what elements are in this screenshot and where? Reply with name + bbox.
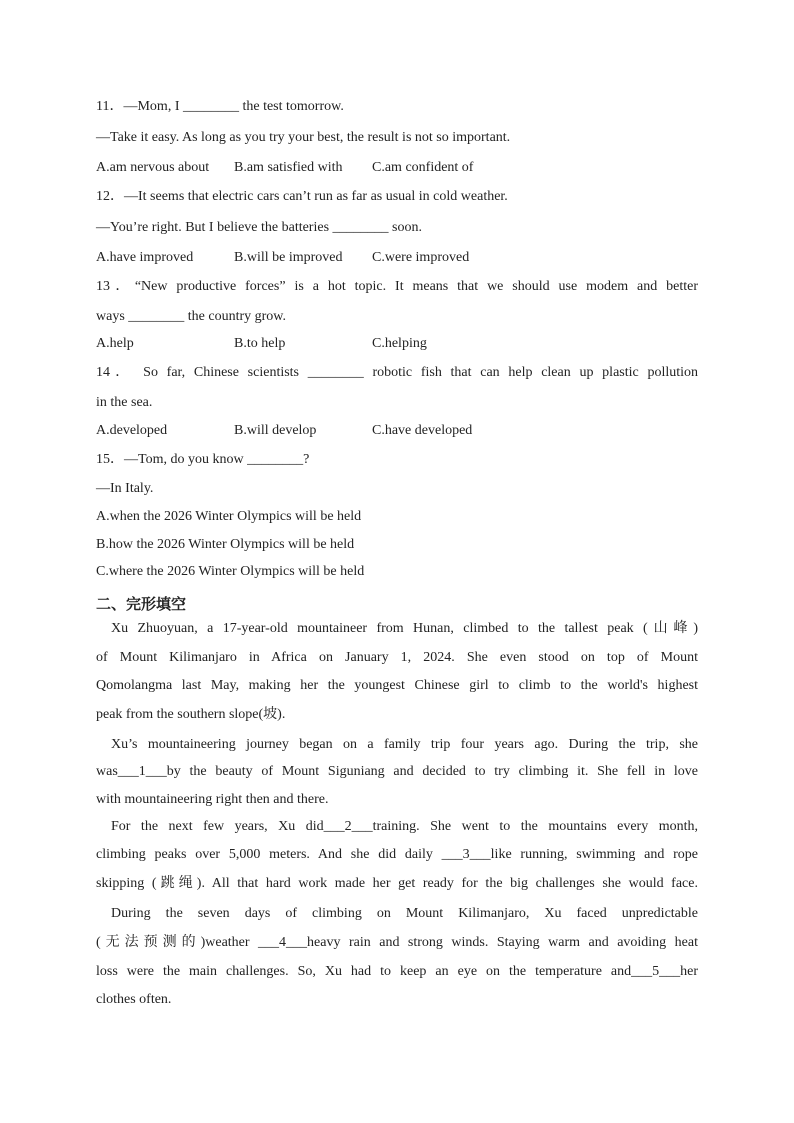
section-heading: 二、完形填空 (96, 595, 187, 613)
passage-p4-line1: During the seven days of climbing on Mount Kilimanjaro, Xu faced unpredictable (111, 906, 698, 921)
q15-stem: 15．—Tom, do you know ________? (96, 452, 310, 467)
q12-option-a: A.have improved (96, 250, 194, 265)
passage-p4-line2: (无法预测的)weather ___4___heavy rain and strong winds. Staying warm and avoiding heat (96, 935, 698, 950)
q13-option-c: C.helping (372, 336, 427, 351)
passage-p3-line3: skipping (跳绳). All that hard work made her get ready for the big challenges she would face. (96, 876, 698, 891)
q11-options (96, 159, 698, 177)
passage-p3-line1: For the next few years, Xu did___2___training. She went to the mountains every month, (111, 819, 698, 834)
q13-option-a: A.help (96, 336, 134, 351)
passage-p2-line2: was___1___by the beauty of Mount Siguniang and decided to try climbing it. She fell in love (96, 764, 698, 779)
passage-p1-line1: Xu Zhuoyuan, a 17-year-old mountaineer from Hunan, climbed to the tallest peak (山峰) (111, 621, 698, 636)
q15-option-a: A.when the 2026 Winter Olympics will be held (96, 509, 362, 524)
passage-p4-line4: clothes often. (96, 992, 172, 1007)
q13-option-b: B.to help (234, 336, 286, 351)
q12-option-b: B.will be improved (234, 250, 343, 265)
passage-p4-line3: loss were the main challenges. So, Xu had to keep an eye on the temperature and___5___her (96, 964, 698, 979)
q13-stem-line2: ways ________ the country grow. (96, 309, 287, 324)
passage-p1-line4: peak from the southern slope(坡). (96, 707, 286, 722)
q11-option-a: A.am nervous about (96, 160, 210, 175)
q12-response: —You’re right. But I believe the batteries ________ soon. (96, 220, 422, 235)
q15-option-c: C.where the 2026 Winter Olympics will be held (96, 564, 365, 579)
q12-options (96, 249, 698, 267)
q13-stem-line1: 13．“New productive forces” is a hot topic. It means that we should use modem and better (96, 279, 698, 294)
q15-response: —In Italy. (96, 481, 154, 496)
q15-option-b: B.how the 2026 Winter Olympics will be held (96, 537, 355, 552)
q14-option-a: A.developed (96, 423, 168, 438)
q14-option-b: B.will develop (234, 423, 317, 438)
q11-option-b: B.am satisfied with (234, 160, 343, 175)
q14-stem-line2: in the sea. (96, 395, 153, 410)
q14-option-c: C.have developed (372, 423, 473, 438)
q11-option-c: C.am confident of (372, 160, 474, 175)
q12-option-c: C.were improved (372, 250, 470, 265)
q11-response: —Take it easy. As long as you try your best, the result is not so important. (96, 130, 511, 145)
passage-p3-line2: climbing peaks over 5,000 meters. And she did daily ___3___like running, swimming and rope (96, 847, 698, 862)
passage-p1-line2: of Mount Kilimanjaro in Africa on January 1, 2024. She even stood on top of Mount (96, 650, 698, 665)
passage-p2-line3: with mountaineering right then and there. (96, 792, 329, 807)
q13-options (96, 335, 698, 353)
q14-options (96, 422, 698, 440)
q14-stem-line1: 14． So far, Chinese scientists ________ robotic fish that can help clean up plastic pollution (96, 365, 698, 380)
passage-p2-line1: Xu’s mountaineering journey began on a family trip four years ago. During the trip, she (111, 737, 698, 752)
q11-stem: 11．—Mom, I ________ the test tomorrow. (96, 99, 344, 114)
passage-p1-line3: Qomolangma last May, making her the youngest Chinese girl to climb to the world's highest (96, 678, 698, 693)
q12-stem: 12．—It seems that electric cars can’t run as far as usual in cold weather. (96, 189, 508, 204)
